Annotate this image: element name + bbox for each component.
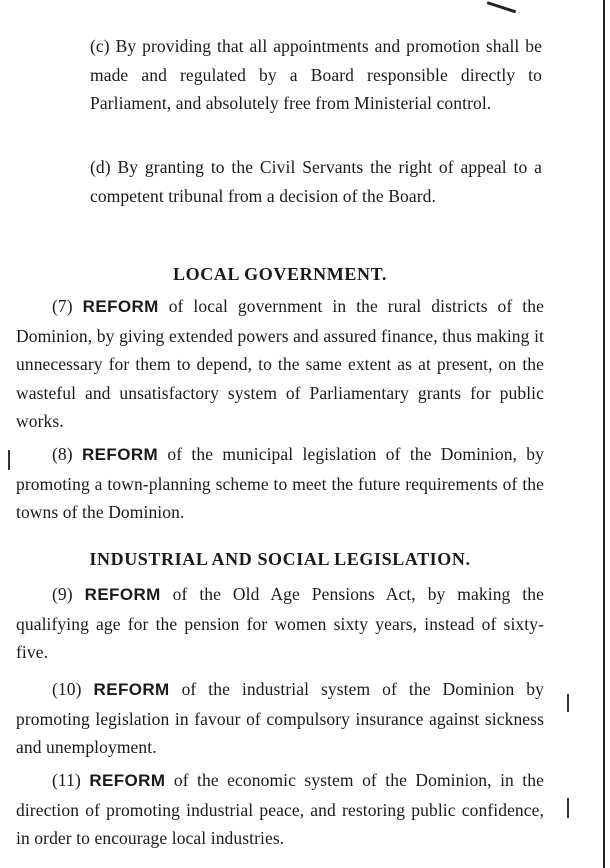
reform-11-text: of the economic system of the Dominion, in the direction of promoting industrial peace, and restoring public confidence, in order to encourage local industries. [16,770,544,848]
reform-10-keyword: REFORM [93,680,170,699]
item-d-text: (d) By granting to the Civil Servants the right of appeal to a competent tribunal from a decision of the Board. [90,157,542,206]
reform-7 [16,292,544,436]
reform-9 [16,580,544,667]
reform-10-text: of the industrial system of the Dominion by promoting legislation in favour of compulsory insurance against sickness and unemployment. [16,679,544,757]
margin-tick-left [8,450,10,470]
item-d [90,153,542,210]
reform-9-number: (9) [52,584,73,604]
section-heading-local-government: LOCAL GOVERNMENT. [173,264,387,284]
reform-8-keyword: REFORM [82,445,159,464]
reform-11-keyword: REFORM [89,771,166,790]
item-c-text: (c) By providing that all appointments and promotion shall be made and regulated by a Board responsible directly to Parliament, and absolutely free from Ministerial control. [90,36,542,113]
reform-10 [16,675,544,762]
reform-9-text: of the Old Age Pensions Act, by making the qualifying age for the pension for women sixty years, instead of sixty-five. [16,584,544,662]
reform-7-number: (7) [52,296,73,316]
reform-11 [16,766,544,853]
margin-tick-right-2 [567,798,569,818]
reform-8-number: (8) [52,444,73,464]
reform-9-keyword: REFORM [84,585,161,604]
section-heading-industrial-social: INDUSTRIAL AND SOCIAL LEGISLATION. [89,549,471,569]
reform-8-text: of the municipal legislation of the Dominion, by promoting a town-planning scheme to meet the future requirements of the towns of the Dominion. [16,444,544,522]
reform-7-keyword: REFORM [82,297,159,316]
reform-11-number: (11) [52,770,81,790]
reform-10-number: (10) [52,679,82,699]
corner-mark [487,0,520,13]
item-c [90,32,542,118]
reform-7-text: of local government in the rural districts of the Dominion, by giving extended powers and assured finance, thus making it unnecessary for them to depend, to the same extent as at present, on the wasteful and unsatisfactory system of Parliamentary grants for public works. [16,296,544,431]
column-rule [603,0,605,868]
reform-8 [16,440,544,527]
margin-tick-right-1 [567,694,569,712]
